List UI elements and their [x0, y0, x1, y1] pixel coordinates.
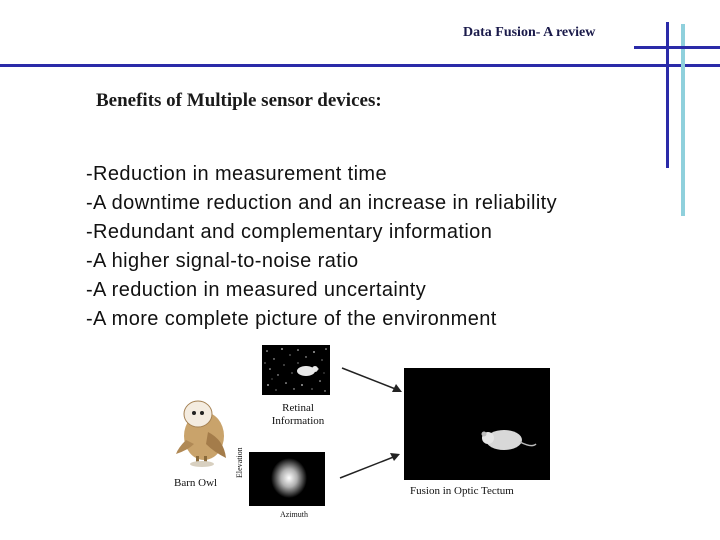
arrow-retinal-to-fusion	[340, 360, 410, 400]
deco-vertical-dark	[666, 22, 669, 168]
benefit-item: -A downtime reduction and an increase in reliability	[86, 192, 558, 214]
retinal-label-line1: Retinal	[282, 402, 314, 414]
fusion-label: Fusion in Optic Tectum	[410, 485, 514, 497]
azimuth-label: Azimuth	[280, 510, 308, 519]
benefit-item: -Redundant and complementary information	[86, 221, 493, 243]
deco-horizontal-dark	[634, 46, 720, 49]
header-title: Data Fusion- A review	[463, 25, 596, 40]
benefit-item: -A reduction in measured uncertainty	[86, 279, 427, 301]
barn-owl-image	[168, 392, 232, 468]
benefit-item: -A higher signal-to-noise ratio	[86, 250, 359, 272]
owl-fusion-figure	[160, 340, 560, 530]
retinal-image	[262, 345, 330, 395]
retinal-label	[262, 402, 334, 428]
slide-heading: Benefits of Multiple sensor devices:	[96, 90, 382, 111]
owl-label: Barn Owl	[174, 477, 218, 489]
retinal-label-line2: Information	[271, 415, 325, 427]
auditory-map-graphic	[249, 452, 325, 506]
auditory-map-image	[249, 452, 325, 506]
arrow-auditory-to-fusion	[338, 448, 408, 488]
fusion-graphic	[404, 368, 550, 480]
retinal-noise-graphic	[262, 345, 330, 395]
deco-vertical-light	[681, 24, 685, 216]
benefit-item: -A more complete picture of the environment	[86, 308, 497, 330]
fusion-image	[404, 368, 550, 480]
benefits-list	[86, 160, 557, 334]
elevation-label: Elevation	[235, 447, 244, 478]
header-rule	[0, 64, 720, 67]
benefit-item: -Reduction in measurement time	[86, 163, 388, 185]
